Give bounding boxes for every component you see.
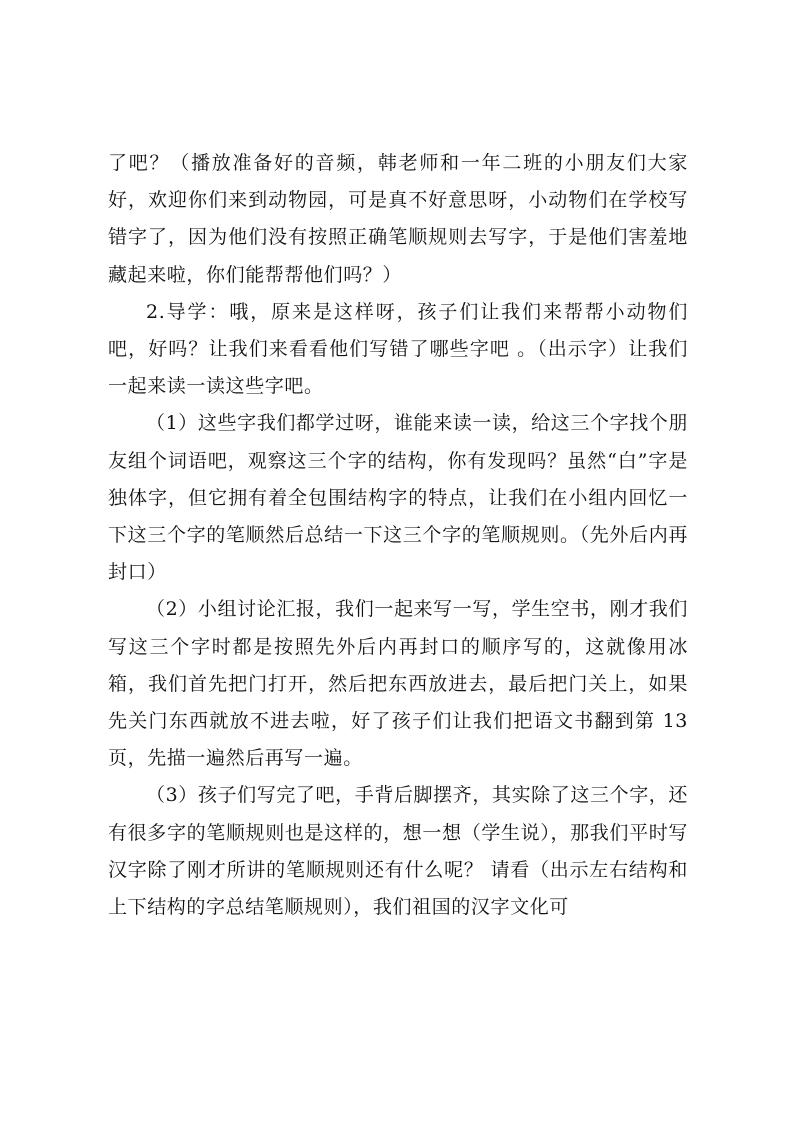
paragraph-step-3: （3）孩子们写完了吧，手背后脚摆齐，其实除了这三个字，还有很多字的笔顺规则也是这样的，想一想（学生说），那我们平时写汉字除了刚才所讲的笔顺规则还有什么呢？ 请看（出示左右结构和上下结构的字总结笔顺规则），我们祖国的汉字文化可: [108, 784, 688, 919]
paragraph-guided-learning: 2.导学：哦，原来是这样呀，孩子们让我们来帮帮小动物们吧，好吗？让我们来看看他们写错了哪些字吧 。（出示字）让我们一起来读一读这些字吧。: [108, 300, 688, 398]
paragraph-step-2: （2）小组讨论汇报，我们一起来写一写，学生空书，刚才我们写这三个字时都是按照先外后内再封口的顺序写的，这就像用冰箱，我们首先把门打开，然后把东西放进去，最后把门关上，如果先关门东西就放不进去啦，好了孩子们让我们把语文书翻到第 13 页，先描一遍然后再写一遍。: [108, 598, 688, 770]
paragraph-continuation: 了吧？（播放准备好的音频，韩老师和一年二班的小朋友们大家好，欢迎你们来到动物园，可是真不好意思呀，小动物们在学校写错字了，因为他们没有按照正确笔顺规则去写字，于是他们害羞地藏起来啦，你们能帮帮他们吗？）: [108, 152, 688, 286]
document-body: [108, 145, 688, 926]
paragraph-step-1: （1）这些字我们都学过呀，谁能来读一读，给这三个字找个朋友组个词语吧，观察这三个字的结构，你有发现吗？虽然“白”字是独体字，但它拥有着全包围结构字的特点，让我们在小组内回忆一下这三个字的笔顺然后总结一下这三个字的笔顺规则。（先外后内再封口）: [108, 412, 688, 584]
